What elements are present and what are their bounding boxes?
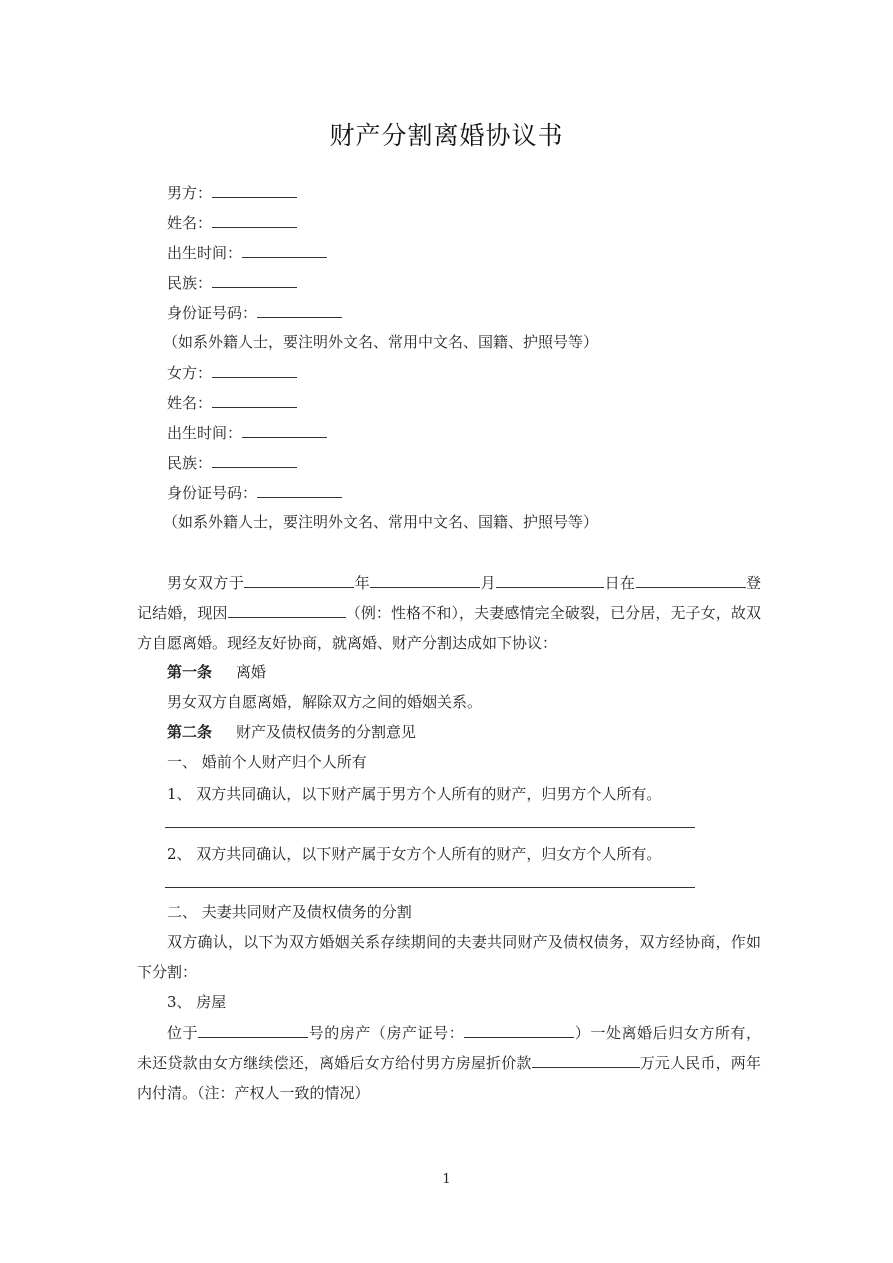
male-birth-line <box>167 242 327 263</box>
document-title: 财产分割离婚协议书 <box>329 121 564 150</box>
article2-heading <box>167 722 416 742</box>
blank-place <box>636 572 746 588</box>
label: 姓名： <box>167 394 213 412</box>
blank-field <box>212 212 297 228</box>
label: 身份证号码： <box>167 304 258 322</box>
blank-location <box>198 1022 308 1038</box>
section2-text: 双方确认，以下为双方婚姻关系存续期间的夫妻共同财产及债权债务，双方经协商，作如下分割： <box>137 933 761 981</box>
label: 民族： <box>167 454 213 472</box>
blank-field <box>212 392 297 408</box>
article-title: 离婚 <box>236 663 267 681</box>
male-id-line <box>167 302 342 323</box>
article-label: 第二条 <box>167 723 213 741</box>
label: 男方： <box>167 184 213 202</box>
section1-item1: 1、 双方共同确认，以下财产属于男方个人所有的财产，归男方个人所有。 <box>167 785 662 803</box>
intro-text: 年 <box>354 574 371 592</box>
blank-field <box>212 182 297 198</box>
blank-field <box>212 452 297 468</box>
blank-field <box>212 272 297 288</box>
fill-line <box>165 887 695 888</box>
intro-paragraph <box>137 568 761 658</box>
fill-line <box>165 827 695 828</box>
blank-year <box>244 572 354 588</box>
label: 身份证号码： <box>167 484 258 502</box>
intro-text: 日在 <box>604 574 636 592</box>
female-id-line <box>167 482 342 503</box>
label: 姓名： <box>167 214 213 232</box>
housing-text: 位于 <box>167 1024 199 1042</box>
female-ethnicity-line <box>167 452 297 473</box>
male-heading-line <box>167 182 297 203</box>
housing-text: 万元人民币，两年内付清。（注：产权人一致的情况） <box>137 1054 761 1102</box>
article1-heading <box>167 662 266 682</box>
female-note: （如系外籍人士，要注明外文名、常用中文名、国籍、护照号等） <box>163 513 599 531</box>
label: 女方： <box>167 364 213 382</box>
housing-paragraph <box>137 1018 761 1108</box>
intro-text: 月 <box>480 574 497 592</box>
blank-field <box>257 482 342 498</box>
blank-month <box>370 572 480 588</box>
blank-field <box>212 362 297 378</box>
section1-item2: 2、 双方共同确认，以下财产属于女方个人所有的财产，归女方个人所有。 <box>167 845 662 863</box>
housing-heading: 3、 房屋 <box>167 993 227 1011</box>
female-name-line <box>167 392 297 413</box>
female-birth-line <box>167 422 327 443</box>
male-name-line <box>167 212 297 233</box>
blank-field <box>242 242 327 258</box>
intro-text: （例：性格不和），夫妻感情完全破裂，已分居，无子女，故双方自愿离婚。现经友好协商，就离婚、财产分割达成如下协议： <box>137 604 761 652</box>
female-heading-line <box>167 362 297 383</box>
blank-amount <box>532 1052 640 1068</box>
label: 民族： <box>167 274 213 292</box>
article1-text: 男女双方自愿离婚，解除双方之间的婚姻关系。 <box>167 693 483 711</box>
male-note: （如系外籍人士，要注明外文名、常用中文名、国籍、护照号等） <box>163 333 599 351</box>
housing-text: ）一处离婚后归女方所有，未还贷款由女方继续偿还，离婚后女方给付男方房屋折价款 <box>137 1024 761 1072</box>
blank-field <box>257 302 342 318</box>
intro-text: 男女双方于 <box>167 574 245 592</box>
intro-text: 登记结婚，现因 <box>137 574 761 622</box>
blank-cert-number <box>464 1022 574 1038</box>
blank-field <box>242 422 327 438</box>
article-title: 财产及债权债务的分割意见 <box>236 723 417 741</box>
label: 出生时间： <box>167 244 243 262</box>
section1-heading: 一、 婚前个人财产归个人所有 <box>167 753 367 771</box>
blank-day <box>496 572 604 588</box>
section2-heading: 二、 夫妻共同财产及债权债务的分割 <box>167 903 412 921</box>
male-ethnicity-line <box>167 272 297 293</box>
label: 出生时间： <box>167 424 243 442</box>
blank-reason <box>228 602 346 618</box>
housing-text: 号的房产（房产证号： <box>308 1024 465 1042</box>
page-number: 1 <box>442 1172 451 1187</box>
article-label: 第一条 <box>167 663 213 681</box>
